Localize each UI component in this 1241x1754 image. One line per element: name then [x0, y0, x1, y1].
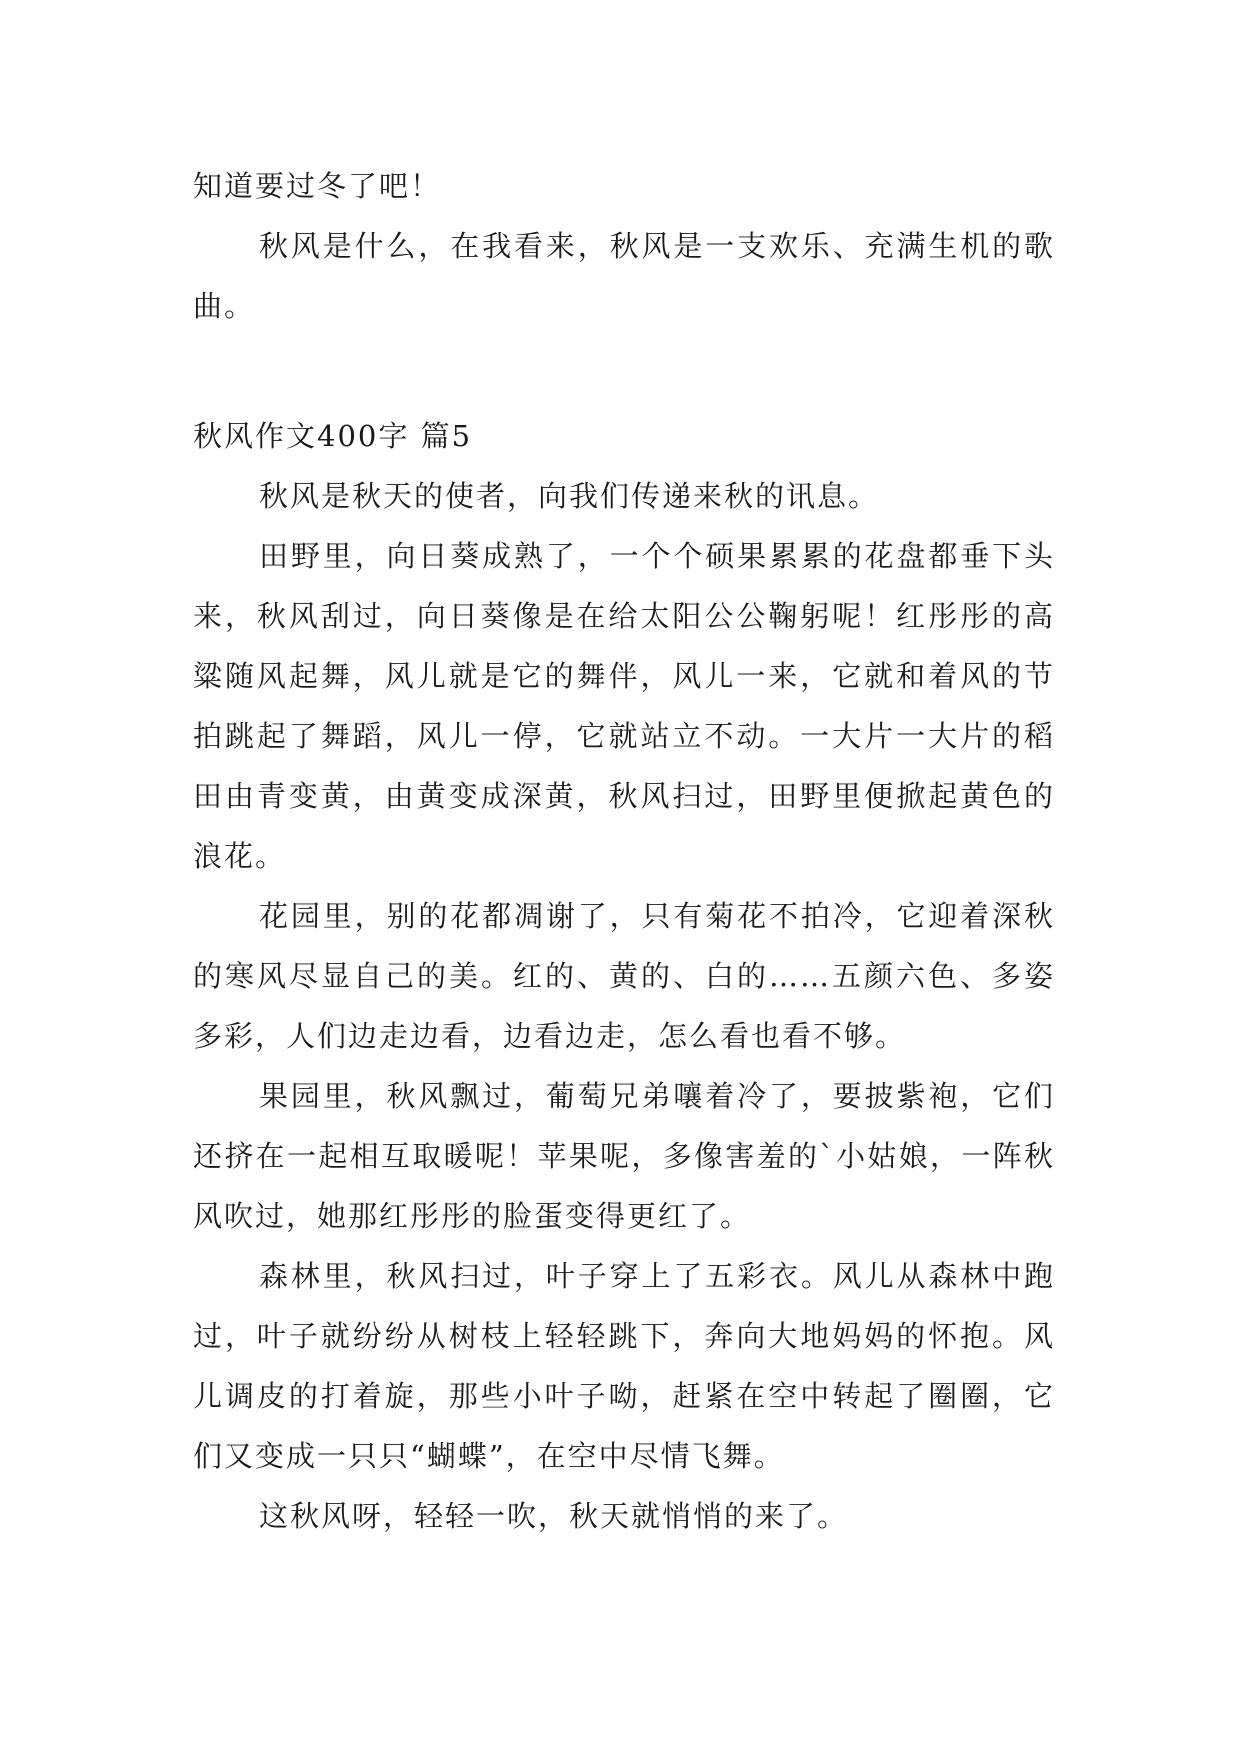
section-gap [193, 336, 1055, 406]
paragraph-continuation: 知道要过冬了吧！ [193, 169, 442, 203]
paragraph: 森林里，秋风扫过，叶子穿上了五彩衣。风儿从森林中跑过，叶子就纷纷从树枝上轻轻跳下，奔向大地妈妈的怀抱。风儿调皮的打着旋，那些小叶子呦，赶紧在空中转起了圈圈，它们又变成一只只“蝴蝶”，在空中尽情飞舞。 [193, 1259, 1055, 1473]
essay-title: 秋风作文400字 篇5 [193, 419, 473, 453]
paragraph: 秋风是秋天的使者，向我们传递来秋的讯息。 [259, 479, 880, 513]
paragraph: 果园里，秋风飘过，葡萄兄弟嚷着冷了，要披紫袍，它们还挤在一起相互取暖呢！苹果呢，多像害羞的`小姑娘，一阵秋风吹过，她那红彤彤的脸蛋变得更红了。 [193, 1079, 1055, 1233]
paragraph-conclusion: 秋风是什么，在我看来，秋风是一支欢乐、充满生机的歌曲。 [193, 229, 1055, 323]
paragraph: 田野里，向日葵成熟了，一个个硕果累累的花盘都垂下头来，秋风刮过，向日葵像是在给太阳公公鞠躬呢！红彤彤的高粱随风起舞，风儿就是它的舞伴，风儿一来，它就和着风的节拍跳起了舞蹈，风儿一停，它就站立不动。一大片一大片的稻田由青变黄，由黄变成深黄，秋风扫过，田野里便掀起黄色的浪花。 [193, 539, 1055, 873]
paragraph: 这秋风呀，轻轻一吹，秋天就悄悄的来了。 [259, 1499, 849, 1533]
paragraph: 花园里，别的花都凋谢了，只有菊花不拍冷，它迎着深秋的寒风尽显自己的美。红的、黄的、白的……五颜六色、多姿多彩，人们边走边看，边看边走，怎么看也看不够。 [193, 899, 1055, 1053]
document-page [193, 156, 1055, 1546]
